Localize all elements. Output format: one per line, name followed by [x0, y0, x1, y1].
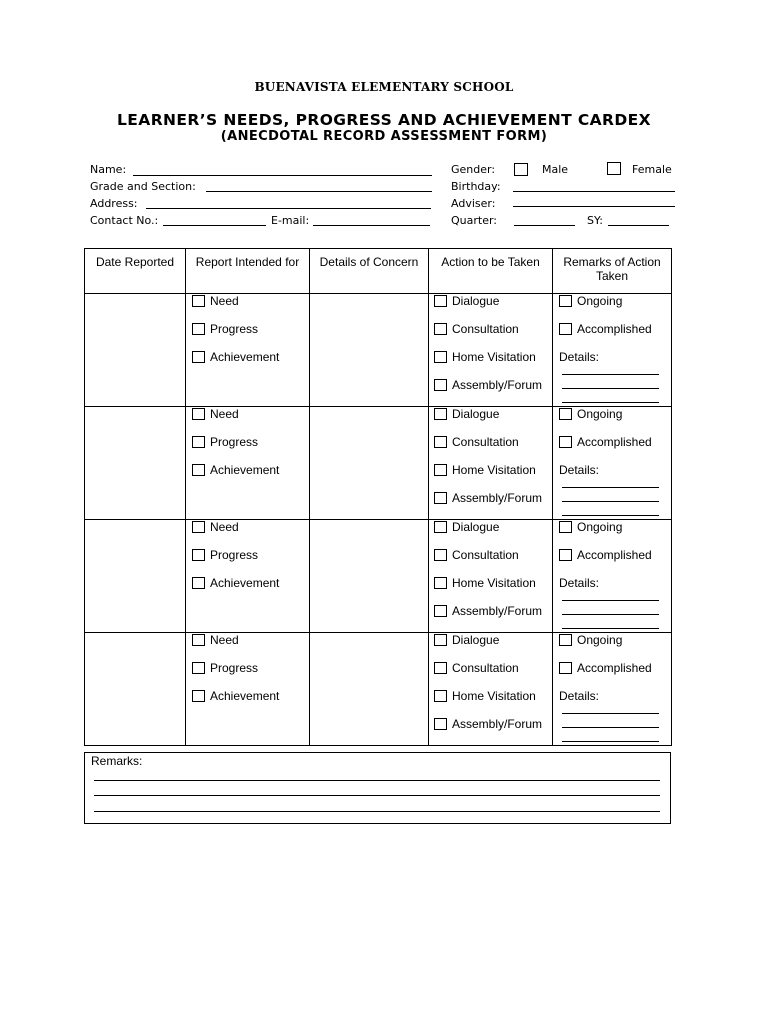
- report-option: [210, 350, 279, 364]
- details-line[interactable]: [562, 614, 659, 615]
- name-label: Name:: [90, 163, 127, 176]
- report-option: [210, 633, 239, 647]
- date-reported-cell[interactable]: [85, 633, 186, 746]
- report-option-label: Need: [210, 294, 239, 308]
- details-line[interactable]: [562, 388, 659, 389]
- report-checkbox[interactable]: [192, 662, 205, 674]
- report-option-label: Progress: [210, 322, 259, 336]
- details-line[interactable]: [562, 628, 659, 629]
- table-row: [85, 633, 672, 746]
- remark-option-label: Ongoing: [577, 520, 623, 534]
- adviser-field[interactable]: [513, 206, 675, 207]
- report-checkbox[interactable]: [192, 323, 205, 335]
- remark-checkbox[interactable]: [559, 295, 572, 307]
- details-line[interactable]: [562, 374, 659, 375]
- remark-option: [577, 435, 652, 449]
- report-option-label: Achievement: [210, 350, 280, 364]
- date-reported-cell[interactable]: [85, 520, 186, 633]
- report-option: [210, 548, 258, 562]
- action-checkbox[interactable]: [434, 718, 447, 730]
- remark-option-label: Accomplished: [577, 548, 652, 562]
- action-option: [452, 520, 499, 534]
- report-checkbox[interactable]: [192, 549, 205, 561]
- remarks-line[interactable]: [94, 795, 660, 796]
- report-option-label: Need: [210, 633, 239, 647]
- action-checkbox[interactable]: [434, 379, 447, 391]
- action-option-label: Assembly/Forum: [452, 491, 543, 505]
- report-option: [210, 463, 279, 477]
- report-option: [210, 435, 258, 449]
- quarter-label: Quarter:: [451, 214, 498, 227]
- action-option: [452, 294, 499, 308]
- remarks-of-action-cell[interactable]: [553, 520, 672, 633]
- column-header-details-of-concern: Details of Concern: [310, 249, 429, 294]
- report-option-label: Achievement: [210, 689, 280, 703]
- action-option: [452, 322, 519, 336]
- report-option-label: Achievement: [210, 576, 280, 590]
- details-line[interactable]: [562, 515, 659, 516]
- report-checkbox[interactable]: [192, 521, 205, 533]
- action-option-label: Dialogue: [452, 407, 500, 421]
- report-option-label: Progress: [210, 435, 259, 449]
- remark-option: [577, 633, 622, 647]
- table-header-row: [85, 249, 672, 294]
- remarks-box: [84, 752, 671, 824]
- report-intended-for-cell[interactable]: [186, 633, 310, 746]
- action-option-label: Assembly/Forum: [452, 604, 543, 618]
- remark-option-label: Ongoing: [577, 407, 623, 421]
- name-field[interactable]: [133, 175, 432, 176]
- report-checkbox[interactable]: [192, 634, 205, 646]
- sy-label: SY:: [587, 214, 603, 227]
- remarks-line[interactable]: [94, 811, 660, 812]
- report-checkbox[interactable]: [192, 464, 205, 476]
- report-checkbox[interactable]: [192, 436, 205, 448]
- action-option-label: Home Visitation: [452, 350, 536, 364]
- column-header-action-to-be-taken: Action to be Taken: [429, 249, 553, 294]
- details-line[interactable]: [562, 741, 659, 742]
- remark-checkbox[interactable]: [559, 323, 572, 335]
- action-to-be-taken-cell[interactable]: [429, 294, 553, 407]
- remark-option: [577, 548, 652, 562]
- report-option: [210, 661, 258, 675]
- action-option: [452, 407, 499, 421]
- action-option-label: Dialogue: [452, 294, 500, 308]
- report-checkbox[interactable]: [192, 351, 205, 363]
- details-line[interactable]: [562, 487, 659, 488]
- details-line[interactable]: [562, 600, 659, 601]
- female-checkbox[interactable]: [607, 162, 621, 175]
- remark-option-label: Ongoing: [577, 633, 623, 647]
- date-reported-cell[interactable]: [85, 407, 186, 520]
- remark-checkbox[interactable]: [559, 521, 572, 533]
- remark-option: [577, 661, 652, 675]
- column-header-remarks-of-action-taken: Remarks of Action Taken: [553, 249, 672, 294]
- adviser-label: Adviser:: [451, 197, 496, 210]
- school-name: BUENAVISTA ELEMENTARY SCHOOL: [254, 80, 514, 94]
- details-label: Details:: [559, 463, 600, 477]
- remark-checkbox[interactable]: [559, 436, 572, 448]
- quarter-field[interactable]: [514, 225, 575, 226]
- action-checkbox[interactable]: [434, 577, 447, 589]
- action-option-label: Consultation: [452, 322, 519, 336]
- action-checkbox[interactable]: [434, 521, 447, 533]
- details-line[interactable]: [562, 402, 659, 403]
- remark-checkbox[interactable]: [559, 408, 572, 420]
- grade-section-field[interactable]: [206, 191, 432, 192]
- birthday-field[interactable]: [513, 191, 675, 192]
- action-to-be-taken-cell[interactable]: [429, 520, 553, 633]
- action-option-label: Home Visitation: [452, 463, 536, 477]
- action-checkbox[interactable]: [434, 436, 447, 448]
- details-line[interactable]: [562, 727, 659, 728]
- report-option-label: Achievement: [210, 463, 280, 477]
- female-label: Female: [632, 163, 672, 176]
- action-option-label: Consultation: [452, 661, 519, 675]
- action-option-label: Home Visitation: [452, 576, 536, 590]
- table-row: [85, 407, 672, 520]
- action-checkbox[interactable]: [434, 662, 447, 674]
- remark-checkbox[interactable]: [559, 549, 572, 561]
- anecdotal-record-table: [84, 248, 672, 746]
- remark-option-label: Accomplished: [577, 435, 652, 449]
- report-intended-for-cell[interactable]: [186, 294, 310, 407]
- sy-field[interactable]: [608, 225, 669, 226]
- address-field[interactable]: [146, 208, 431, 209]
- action-option-label: Assembly/Forum: [452, 717, 543, 731]
- email-field[interactable]: [313, 225, 430, 226]
- remarks-of-action-cell[interactable]: [553, 407, 672, 520]
- date-reported-cell[interactable]: [85, 294, 186, 407]
- remarks-line[interactable]: [94, 780, 660, 781]
- details-of-concern-cell[interactable]: [310, 633, 429, 746]
- male-label: Male: [542, 163, 569, 176]
- remark-option: [577, 520, 622, 534]
- action-checkbox[interactable]: [434, 549, 447, 561]
- action-option-label: Consultation: [452, 435, 519, 449]
- report-option-label: Need: [210, 520, 239, 534]
- action-checkbox[interactable]: [434, 323, 447, 335]
- action-option: [452, 604, 542, 618]
- action-to-be-taken-cell[interactable]: [429, 407, 553, 520]
- column-header-report-intended-for: Report Intended for: [186, 249, 310, 294]
- details-label: Details:: [559, 576, 600, 590]
- report-option: [210, 576, 279, 590]
- action-checkbox[interactable]: [434, 295, 447, 307]
- action-option: [452, 463, 536, 477]
- action-option: [452, 548, 519, 562]
- details-label: Details:: [559, 350, 600, 364]
- action-checkbox[interactable]: [434, 690, 447, 702]
- action-option: [452, 633, 499, 647]
- report-option: [210, 294, 239, 308]
- grade-section-label: Grade and Section:: [90, 180, 196, 193]
- action-option: [452, 378, 542, 392]
- report-intended-for-cell[interactable]: [186, 407, 310, 520]
- male-checkbox[interactable]: [514, 163, 528, 176]
- remarks-label: Remarks:: [91, 754, 143, 768]
- remark-checkbox[interactable]: [559, 634, 572, 646]
- email-label: E-mail:: [271, 214, 310, 227]
- address-label: Address:: [90, 197, 138, 210]
- report-checkbox[interactable]: [192, 690, 205, 702]
- action-option: [452, 689, 536, 703]
- remark-option: [577, 322, 652, 336]
- report-checkbox[interactable]: [192, 577, 205, 589]
- action-checkbox[interactable]: [434, 605, 447, 617]
- action-option: [452, 661, 519, 675]
- remark-option-label: Ongoing: [577, 294, 623, 308]
- report-option-label: Need: [210, 407, 239, 421]
- action-option: [452, 491, 542, 505]
- details-of-concern-cell[interactable]: [310, 294, 429, 407]
- column-header-date-reported: Date Reported: [85, 249, 186, 294]
- details-line[interactable]: [562, 713, 659, 714]
- contact-field[interactable]: [163, 225, 266, 226]
- action-option-label: Dialogue: [452, 633, 500, 647]
- remark-option-label: Accomplished: [577, 322, 652, 336]
- action-option-label: Home Visitation: [452, 689, 536, 703]
- details-of-concern-cell[interactable]: [310, 520, 429, 633]
- report-option: [210, 407, 239, 421]
- details-of-concern-cell[interactable]: [310, 407, 429, 520]
- table-row: [85, 294, 672, 407]
- action-checkbox[interactable]: [434, 351, 447, 363]
- action-option-label: Dialogue: [452, 520, 500, 534]
- action-option: [452, 435, 519, 449]
- action-option: [452, 576, 536, 590]
- report-checkbox[interactable]: [192, 408, 205, 420]
- report-intended-for-cell[interactable]: [186, 520, 310, 633]
- remark-option: [577, 294, 622, 308]
- contact-label: Contact No.:: [90, 214, 159, 227]
- table-row: [85, 520, 672, 633]
- gender-label: Gender:: [451, 163, 496, 176]
- action-checkbox[interactable]: [434, 408, 447, 420]
- action-checkbox[interactable]: [434, 464, 447, 476]
- remark-option-label: Accomplished: [577, 661, 652, 675]
- remark-checkbox[interactable]: [559, 662, 572, 674]
- details-label: Details:: [559, 689, 600, 703]
- form-title: LEARNER’S NEEDS, PROGRESS AND ACHIEVEMENT CARDEX: [117, 111, 651, 129]
- action-to-be-taken-cell[interactable]: [429, 633, 553, 746]
- action-option: [452, 350, 536, 364]
- report-option: [210, 322, 258, 336]
- action-checkbox[interactable]: [434, 634, 447, 646]
- report-checkbox[interactable]: [192, 295, 205, 307]
- report-option-label: Progress: [210, 661, 259, 675]
- details-line[interactable]: [562, 501, 659, 502]
- report-option-label: Progress: [210, 548, 259, 562]
- action-option-label: Consultation: [452, 548, 519, 562]
- remarks-of-action-cell[interactable]: [553, 294, 672, 407]
- action-checkbox[interactable]: [434, 492, 447, 504]
- remarks-of-action-cell[interactable]: [553, 633, 672, 746]
- report-option: [210, 689, 279, 703]
- action-option: [452, 717, 542, 731]
- action-option-label: Assembly/Forum: [452, 378, 543, 392]
- report-option: [210, 520, 239, 534]
- form-subtitle: (ANECDOTAL RECORD ASSESSMENT FORM): [220, 129, 548, 144]
- remark-option: [577, 407, 622, 421]
- birthday-label: Birthday:: [451, 180, 501, 193]
